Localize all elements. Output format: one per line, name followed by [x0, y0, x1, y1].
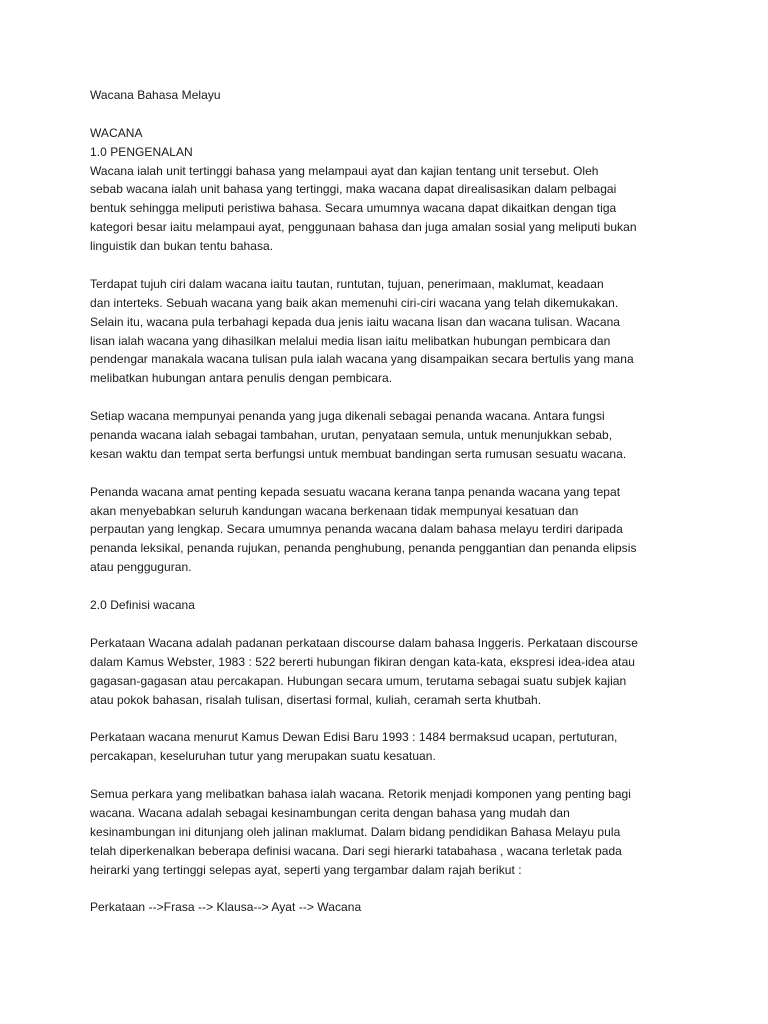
paragraph-line: bentuk sehingga meliputi peristiwa bahasa. Secara umumnya wacana dapat dikaitkan dengan tiga [90, 201, 617, 216]
paragraph-characteristics [90, 275, 690, 388]
paragraph-line: lisan ialah wacana yang dihasilkan melalui media lisan iaitu melibatkan hubungan pembicara dan [90, 333, 611, 348]
paragraph-marker-importance [90, 483, 690, 577]
document-body [90, 86, 690, 917]
main-heading: WACANA [90, 125, 143, 140]
paragraph-line: telah diperkenalkan beberapa definisi wacana. Dari segi hierarki tatabahasa , wacana terletak pada [90, 843, 622, 858]
blank-line [90, 577, 690, 596]
paragraph-line: Penanda wacana amat penting kepada sesuatu wacana kerana tanpa penanda wacana yang tepat [90, 484, 621, 499]
blank-line [90, 766, 690, 785]
paragraph-line: atau pengguguran. [90, 560, 192, 575]
document-title: Wacana Bahasa Melayu [90, 88, 221, 102]
blank-line [90, 464, 690, 483]
paragraph-line: perpautan yang lengkap. Secara umumnya penanda wacana dalam bahasa melayu terdiri daripada [90, 522, 623, 537]
blank-line [90, 256, 690, 275]
paragraph-line: penanda wacana ialah sebagai tambahan, urutan, penyataan semula, untuk menunjukkan sebab, [90, 428, 613, 443]
paragraph-definition-kamus-dewan [90, 728, 690, 766]
blank-line [90, 879, 690, 898]
paragraph-line: Terdapat tujuh ciri dalam wacana iaitu tautan, runtutan, tujuan, penerimaan, maklumat, keadaan [90, 276, 604, 291]
paragraph-line: Perkataan Wacana adalah padanan perkataan discourse dalam bahasa Inggeris. Perkataan discourse [90, 635, 638, 650]
paragraph-line: akan menyebabkan seluruh kandungan wacana berkenaan tidak mempunyai kesatuan dan [90, 503, 579, 518]
paragraph-line: linguistik dan bukan tentu bahasa. [90, 239, 274, 254]
paragraph-line: heirarki yang tertinggi selepas ayat, seperti yang tergambar dalam rajah berikut : [90, 862, 522, 877]
paragraph-introduction [90, 162, 690, 256]
paragraph-line: melibatkan hubungan antara penulis dengan pembicara. [90, 371, 393, 386]
paragraph-line: Perkataan wacana menurut Kamus Dewan Edisi Baru 1993 : 1484 bermaksud ucapan, pertuturan, [90, 730, 618, 745]
paragraph-line: atau pokok bahasan, risalah tulisan, disertasi formal, kuliah, ceramah serta khutbah. [90, 692, 542, 707]
paragraph-line: wacana. Wacana adalah sebagai kesinambungan cerita dengan bahasa yang mudah dan [90, 805, 570, 820]
paragraph-line: Semua perkara yang melibatkan bahasa ialah wacana. Retorik menjadi komponen yang penting bagi [90, 786, 631, 801]
blank-line [90, 105, 690, 124]
blank-line [90, 709, 690, 728]
paragraph-line: kesinambungan ini ditunjang oleh jalinan maklumat. Dalam bidang pendidikan Bahasa Melayu pula [90, 824, 621, 839]
paragraph-line: Selain itu, wacana pula terbahagi kepada dua jenis iaitu wacana lisan dan wacana tulisan. Wacana [90, 314, 621, 329]
paragraph-line: dalam Kamus Webster, 1983 : 522 bererti hubungan fikiran dengan kata-kata, ekspresi idea-idea atau [90, 654, 636, 669]
paragraph-line: dan interteks. Sebuah wacana yang baik akan memenuhi ciri-ciri wacana yang telah dikemukakan. [90, 295, 619, 310]
hierarchy-line: Perkataan -->Frasa --> Klausa--> Ayat --> Wacana [90, 900, 362, 915]
paragraph-hierarchy-intro [90, 785, 690, 879]
section-2-heading: 2.0 Definisi wacana [90, 598, 196, 613]
paragraph-line: Setiap wacana mempunyai penanda yang juga dikenali sebagai penanda wacana. Antara fungsi [90, 409, 605, 424]
paragraph-definition-webster [90, 634, 690, 710]
paragraph-line: gagasan-gagasan atau percakapan. Hubungan secara umum, terutama sebagai suatu subjek kajian [90, 673, 627, 688]
paragraph-line: kategori besar iaitu melampaui ayat, penggunaan bahasa dan juga amalan sosial yang meliputi bukan [90, 220, 637, 235]
paragraph-line: percakapan, keseluruhan tutur yang merupakan suatu kesatuan. [90, 749, 436, 764]
paragraph-line: sebab wacana ialah unit bahasa yang tertinggi, maka wacana dapat direalisasikan dalam pelbagai [90, 182, 617, 197]
paragraph-line: pendengar manakala wacana tulisan pula ialah wacana yang disampaikan secara bertulis yang mana [90, 352, 634, 367]
paragraph-line: kesan waktu dan tempat serta berfungsi untuk membuat bandingan serta rumusan sesuatu wacana. [90, 446, 627, 461]
paragraph-line: penanda leksikal, penanda rujukan, penanda penghubung, penanda penggantian dan penanda elipsis [90, 541, 637, 556]
blank-line [90, 388, 690, 407]
paragraph-line: Wacana ialah unit tertinggi bahasa yang melampaui ayat dan kajian tentang unit tersebut. Oleh [90, 163, 599, 178]
section-1-heading: 1.0 PENGENALAN [90, 144, 193, 159]
blank-line [90, 615, 690, 634]
paragraph-markers [90, 407, 690, 464]
